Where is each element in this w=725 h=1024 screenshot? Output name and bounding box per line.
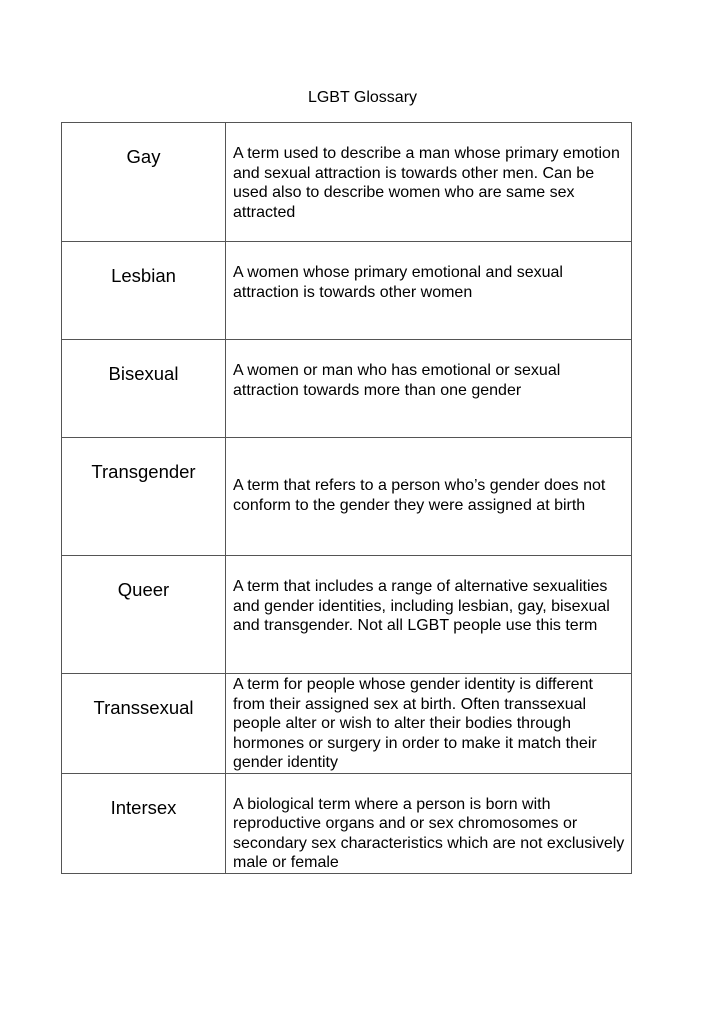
definition-cell [226,773,632,873]
definition-bisexual: A women or man who has emotional or sexual attraction towards more than one gender [233,362,561,399]
term-gay: Gay [126,146,161,167]
glossary-row [62,556,632,674]
term-bisexual: Bisexual [108,363,179,384]
definition-gay: A term used to describe a man whose primary emotion and sexual attraction is towards other men. Can be used also to describe women who are same sex attracted [233,145,620,221]
definition-transsexual: A term for people whose gender identity is different from their assigned sex at birth. Often transsexual people alter or wish to alter their bodies through hormones or surgery in order to make it match their gender identity [233,676,597,771]
term-transsexual: Transsexual [93,697,194,718]
definition-queer: A term that includes a range of alternative sexualities and gender identities, including lesbian, gay, bisexual and transgender. Not all LGBT people use this term [233,578,610,634]
document-title: LGBT Glossary [307,89,418,106]
glossary-row [62,773,632,873]
definition-cell [226,123,632,242]
term-cell [62,123,226,242]
term-cell [62,340,226,438]
glossary-row [62,674,632,774]
glossary-row [62,438,632,556]
term-cell [62,773,226,873]
term-cell [62,438,226,556]
term-cell [62,242,226,340]
definition-cell [226,438,632,556]
glossary-table [61,122,632,874]
term-intersex: Intersex [110,796,177,818]
glossary-row [62,242,632,340]
definition-cell [226,242,632,340]
definition-cell [226,556,632,674]
definition-transgender: A term that refers to a person who’s gender does not conform to the gender they were assigned at birth [233,477,606,514]
definition-lesbian: A women whose primary emotional and sexual attraction is towards other women [233,264,563,301]
definition-cell [226,674,632,774]
term-queer: Queer [117,579,170,600]
term-cell [62,556,226,674]
term-transgender: Transgender [91,461,196,482]
term-cell [62,674,226,774]
glossary-row [62,340,632,438]
glossary-row [62,123,632,242]
definition-cell [226,340,632,438]
definition-intersex: A biological term where a person is born with reproductive organs and or sex chromosomes or secondary sex characteristics which are not exclusively male or female [233,795,625,871]
term-lesbian: Lesbian [111,265,176,286]
